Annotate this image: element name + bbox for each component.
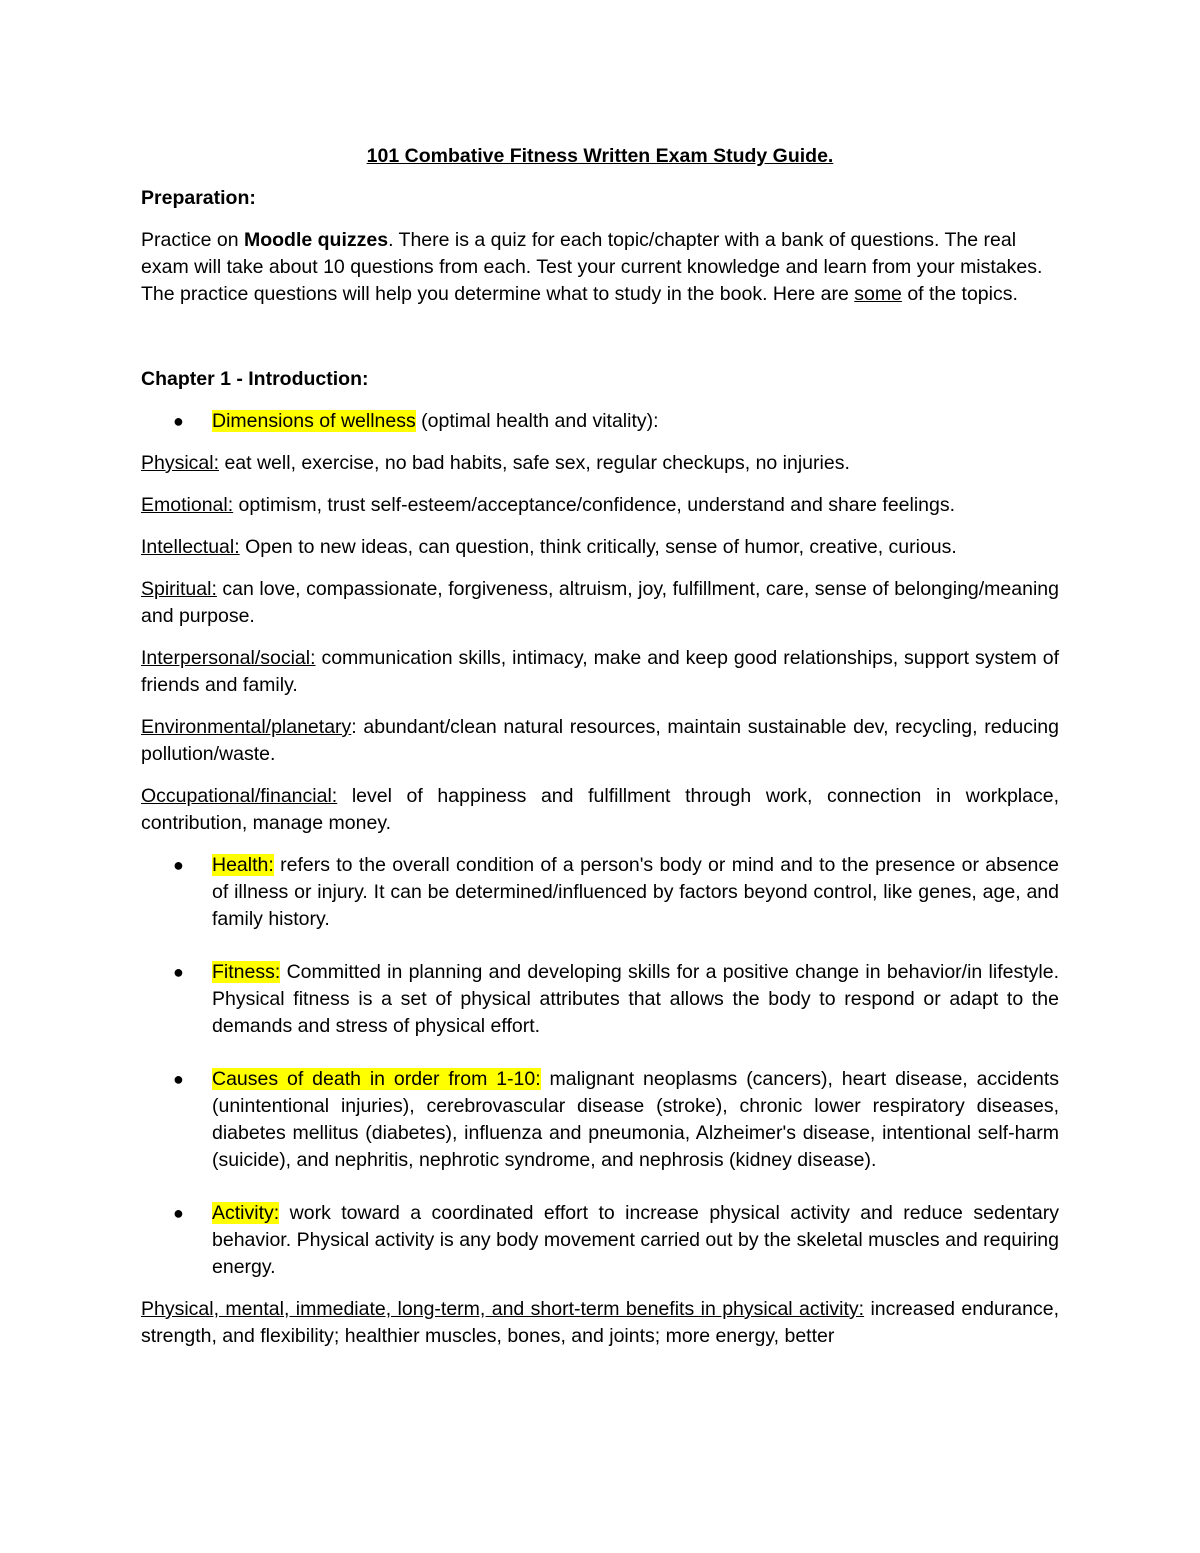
bullet-icon: ●: [173, 1069, 184, 1089]
document-title: 101 Combative Fitness Written Exam Study Guide.: [366, 145, 834, 167]
preparation-heading: Preparation:: [141, 187, 256, 209]
dimension-label: Emotional:: [141, 494, 234, 516]
dimensions-of-wellness-highlight: Dimensions of wellness: [212, 410, 416, 432]
moodle-quizzes-bold: Moodle quizzes: [243, 229, 389, 251]
bullet-icon: ●: [173, 962, 184, 982]
dimension-spiritual: [141, 576, 1059, 630]
dimension-label: Intellectual:: [141, 536, 240, 558]
fitness-text: Committed in planning and developing skills for a positive change in behavior/in lifestyle. Physical fitness is a set of physical attributes that allows the body to respond or adapt to the demands and stress of physical effort.: [212, 961, 1059, 1037]
dimension-physical: [141, 450, 1059, 477]
document-page: [141, 143, 1059, 1365]
preparation-paragraph: [141, 227, 1059, 308]
benefits-text: increased endurance, strength, and flexibility; healthier muscles, bones, and joints; more energy, better: [141, 1298, 1059, 1347]
dimension-text: level of happiness and fulfillment through work, connection in workplace, contribution, manage money.: [141, 785, 1059, 834]
benefits-label: Physical, mental, immediate, long-term, and short-term benefits in physical activity:: [141, 1298, 865, 1320]
list-item: [141, 959, 1059, 1040]
dimension-environmental: [141, 714, 1059, 768]
dimension-label: Physical:: [141, 452, 220, 474]
dimension-text: communication skills, intimacy, make and keep good relationships, support system of friends and family.: [141, 647, 1059, 696]
health-highlight: Health:: [212, 854, 274, 876]
health-text: refers to the overall condition of a person's body or mind and to the presence or absence of illness or injury. It can be determined/influenced by factors beyond control, like genes, age, and family history.: [212, 854, 1059, 930]
bullet-icon: ●: [173, 1203, 184, 1223]
bullet-icon: ●: [173, 411, 184, 431]
dimension-interpersonal: [141, 645, 1059, 699]
some-underlined: some: [854, 283, 902, 305]
list-item: [141, 852, 1059, 933]
definitions-bullet-list: [141, 852, 1059, 1281]
list-item: [141, 408, 1059, 435]
preparation-text-2: . There is a quiz for each topic/chapter with a bank of questions. The real exam will take about 10 questions from each. Test your current knowledge and learn from your mistakes. The practice questions will help you determine what to study in the book. Here are: [141, 229, 1043, 305]
causes-of-death-highlight: Causes of death in order from 1-10:: [212, 1068, 541, 1090]
dimensions-of-wellness-text: (optimal health and vitality):: [415, 410, 659, 432]
preparation-text-1: Practice on: [141, 229, 244, 251]
dimension-label: Interpersonal/social:: [141, 647, 316, 669]
dimension-occupational: [141, 783, 1059, 837]
list-item: [141, 1200, 1059, 1281]
dimension-text: can love, compassionate, forgiveness, altruism, joy, fulfillment, care, sense of belonging/meaning and purpose.: [141, 578, 1059, 627]
chapter-1-heading: Chapter 1 - Introduction:: [141, 368, 369, 390]
list-item: [141, 1066, 1059, 1174]
bullet-icon: ●: [173, 855, 184, 875]
dimension-label: Spiritual:: [141, 578, 217, 600]
dimension-text: : abundant/clean natural resources, maintain sustainable dev, recycling, reducing pollution/waste.: [141, 716, 1059, 765]
dimension-text: Open to new ideas, can question, think critically, sense of humor, creative, curious.: [239, 536, 957, 558]
benefits-paragraph: [141, 1296, 1059, 1350]
dimension-text: eat well, exercise, no bad habits, safe sex, regular checkups, no injuries.: [219, 452, 850, 474]
causes-of-death-text: malignant neoplasms (cancers), heart disease, accidents (unintentional injuries), cerebrovascular disease (stroke), chronic lower respiratory diseases, diabetes mellitus (diabetes), influenza and pneumonia, Alzheimer's disease, intentional self-harm (suicide), and nephritis, nephrotic syndrome, and nephrosis (kidney disease).: [212, 1068, 1059, 1171]
dimension-text: optimism, trust self-esteem/acceptance/confidence, understand and share feelings.: [233, 494, 956, 516]
fitness-highlight: Fitness:: [212, 961, 281, 983]
dimension-intellectual: [141, 534, 1059, 561]
activity-highlight: Activity:: [212, 1202, 280, 1224]
dimension-label: Occupational/financial:: [141, 785, 338, 807]
preparation-text-3: of the topics.: [901, 283, 1018, 305]
dimensions-bullet-list: [141, 408, 1059, 435]
dimension-label: Environmental/planetary: [141, 716, 352, 738]
dimension-emotional: [141, 492, 1059, 519]
activity-text: work toward a coordinated effort to increase physical activity and reduce sedentary behavior. Physical activity is any body movement carried out by the skeletal muscles and requiring energy.: [212, 1202, 1059, 1278]
